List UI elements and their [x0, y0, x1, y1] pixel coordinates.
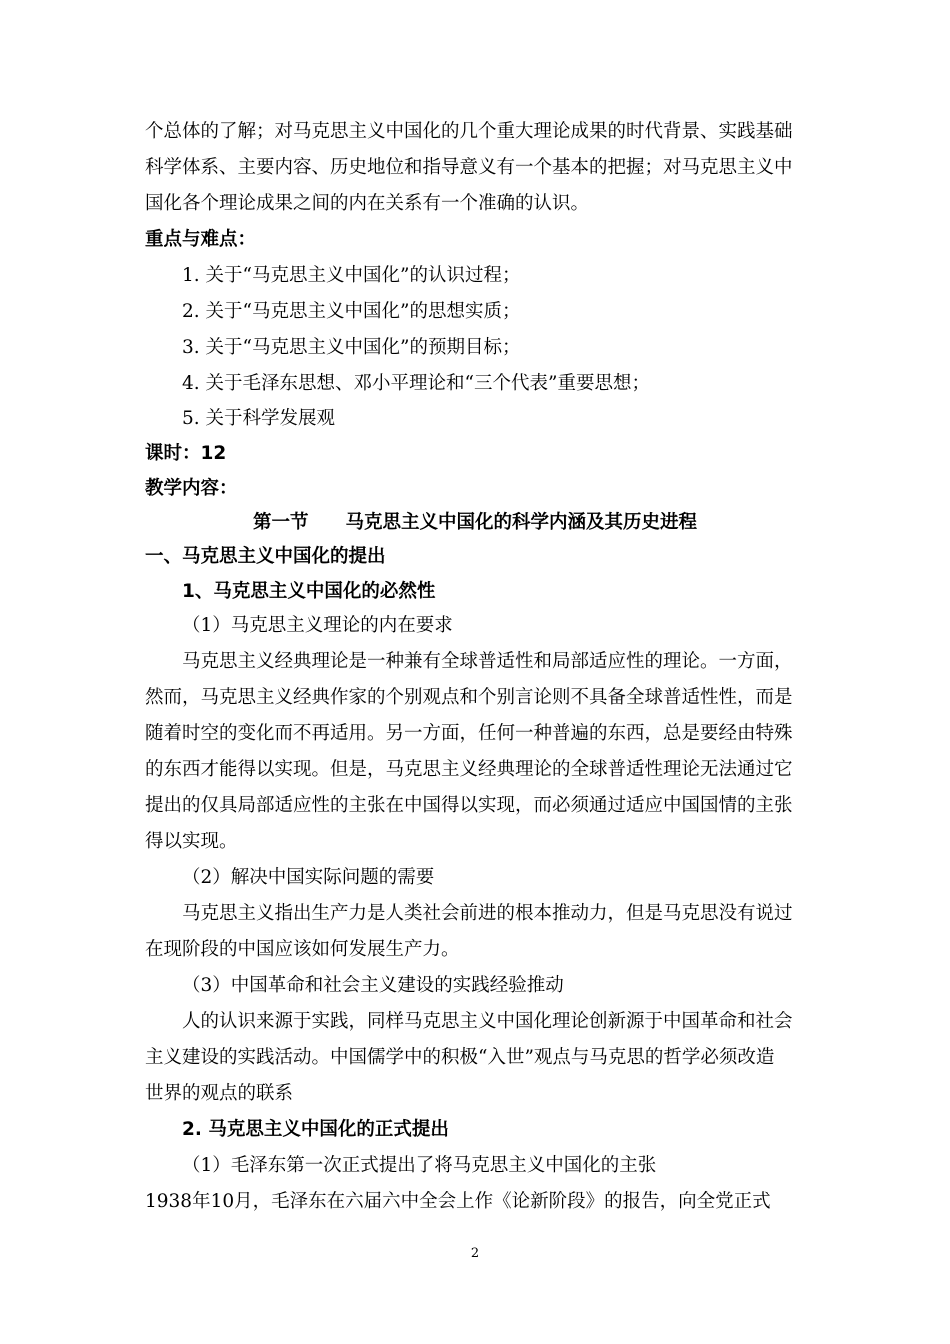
hours-label: 课时：12 — [145, 443, 227, 464]
part1-heading: 一、马克思主义中国化的提出 — [145, 546, 386, 567]
paragraph-line: 提出的仅具局部适应性的主张在中国得以实现，而必须通过适应中国国情的主张 — [145, 795, 793, 816]
paragraph-line: 在现阶段的中国应该如何发展生产力。 — [145, 939, 460, 960]
intro-line-1: 个总体的了解；对马克思主义中国化的几个重大理论成果的时代背景、实践基础 — [145, 121, 793, 142]
section-title: 第一节 马克思主义中国化的科学内涵及其历史进程 — [252, 512, 697, 533]
sub1-p1-heading: （1）马克思主义理论的内在要求 — [182, 615, 453, 636]
intro-line-2: 科学体系、主要内容、历史地位和指导意义有一个基本的把握；对马克思主义中 — [145, 157, 793, 178]
key-point-item: 1. 关于“马克思主义中国化”的认识过程； — [182, 265, 521, 286]
key-point-item: 5. 关于科学发展观 — [182, 408, 336, 429]
key-point-item: 3. 关于“马克思主义中国化”的预期目标； — [182, 337, 521, 358]
key-point-item: 2. 关于“马克思主义中国化”的思想实质； — [182, 301, 521, 322]
paragraph-line: 1938年10月，毛泽东在六届六中全会上作《论新阶段》的报告，向全党正式 — [145, 1191, 771, 1212]
sub2-heading: 2. 马克思主义中国化的正式提出 — [182, 1119, 449, 1140]
sub1-p3-heading: （3）中国革命和社会主义建设的实践经验推动 — [182, 975, 564, 996]
paragraph-line: 马克思主义经典理论是一种兼有全球普适性和局部适应性的理论。一方面， — [182, 651, 793, 672]
paragraph-line: 马克思主义指出生产力是人类社会前进的根本推动力，但是马克思没有说过 — [182, 903, 793, 924]
key-point-item: 4. 关于毛泽东思想、邓小平理论和“三个代表”重要思想； — [182, 373, 650, 394]
sub1-p2-heading: （2）解决中国实际问题的需要 — [182, 867, 435, 888]
paragraph-line: 的东西才能得以实现。但是，马克思主义经典理论的全球普适性理论无法通过它 — [145, 759, 793, 780]
intro-line-3: 国化各个理论成果之间的内在关系有一个准确的认识。 — [145, 193, 590, 214]
paragraph-line: 然而，马克思主义经典作家的个别观点和个别言论则不具备全球普适性性，而是 — [145, 687, 793, 708]
sub2-p1-heading: （1）毛泽东第一次正式提出了将马克思主义中国化的主张 — [182, 1155, 657, 1176]
page-number: 2 — [470, 1246, 480, 1261]
paragraph-line: 人的认识来源于实践，同样马克思主义中国化理论创新源于中国革命和社会 — [182, 1011, 793, 1032]
content-heading: 教学内容： — [145, 478, 238, 499]
key-points-heading: 重点与难点： — [145, 229, 257, 250]
paragraph-line: 随着时空的变化而不再适用。另一方面，任何一种普遍的东西，总是要经由特殊 — [145, 723, 793, 744]
paragraph-line: 世界的观点的联系 — [145, 1083, 294, 1104]
paragraph-line: 得以实现。 — [145, 831, 238, 852]
paragraph-line: 主义建设的实践活动。中国儒学中的积极“入世”观点与马克思的哲学必须改造 — [145, 1047, 775, 1068]
sub1-heading: 1、马克思主义中国化的必然性 — [182, 581, 436, 602]
